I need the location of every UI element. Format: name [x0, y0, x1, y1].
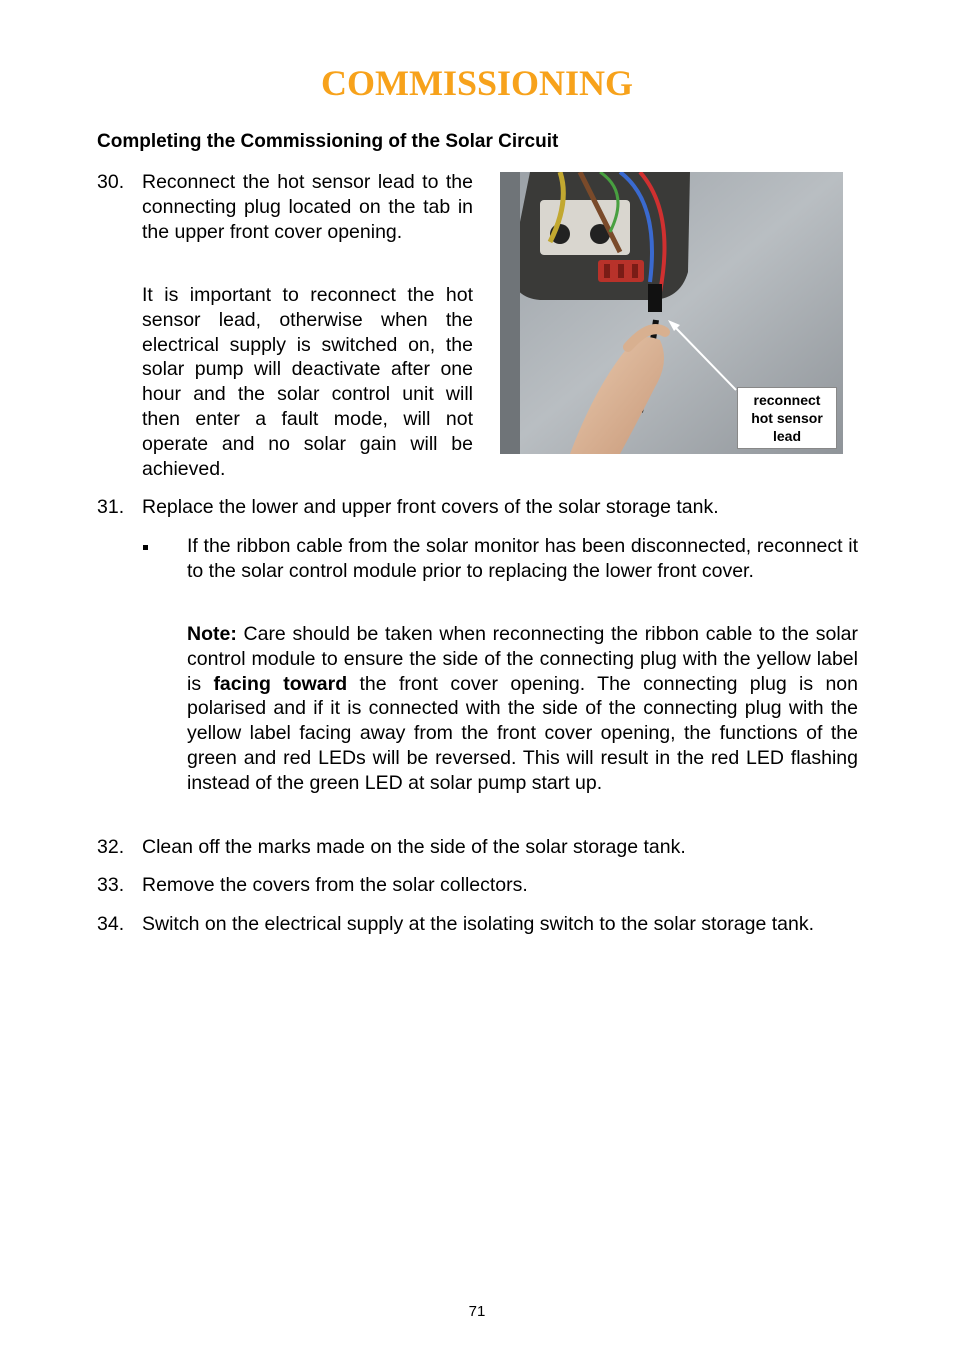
note-text-before: Care should be taken when reconnecting the ribbon cable to the solar control module to ensure the side of the connecting plug with the yellow label is [187, 623, 858, 695]
step-31-note [187, 622, 858, 796]
page-title: COMMISSIONING [320, 63, 634, 103]
section-heading: Completing the Commissioning of the Solar Circuit [97, 131, 559, 152]
step-number-30: 30. [97, 171, 125, 193]
step-number-31: 31. [97, 496, 125, 518]
note-emphasis: facing toward [213, 672, 348, 695]
photo-callout-label [737, 387, 837, 449]
step-34-text: Switch on the electrical supply at the isolating switch to the solar storage tank. [142, 913, 815, 935]
step-33-text: Remove the covers from the solar collectors. [142, 874, 528, 896]
hot-sensor-lead-photo [500, 172, 843, 454]
step-31-bullet-text: If the ribbon cable from the solar monitor has been disconnected, reconnect it to the solar control module prior to replacing the lower front cover. [187, 535, 858, 582]
callout-line: hot sensor [751, 410, 823, 426]
note-label: Note: [187, 623, 237, 645]
page-number: 71 [468, 1303, 486, 1320]
step-32-text: Clean off the marks made on the side of the solar storage tank. [142, 836, 686, 858]
step-number-34: 34. [97, 913, 125, 935]
step-number-33: 33. [97, 874, 125, 896]
step-30-text: Reconnect the hot sensor lead to the connecting plug located on the tab in the upper front cover opening. [142, 171, 473, 243]
bullet-marker [143, 545, 148, 550]
callout-line: reconnect [753, 392, 821, 408]
step-31-text: Replace the lower and upper front covers of the solar storage tank. [142, 496, 719, 518]
step-30-warning-text: It is important to reconnect the hot sensor lead, otherwise when the electrical supply is switched on, the solar pump will deactivate after one hour and the solar control unit will then enter a fault mode, will not operate and no solar gain will be achieved. [142, 284, 473, 480]
step-number-32: 32. [97, 836, 125, 858]
note-text-after: the front cover opening. The connecting plug is non polarised and if it is connected with the side of the connecting plug with the yellow label facing away from the front cover opening, the functions of the green and red LEDs will be reversed. This will result in the red LED flashing instead of the green LED at solar pump start up. [187, 672, 858, 794]
callout-line: lead [772, 428, 801, 444]
